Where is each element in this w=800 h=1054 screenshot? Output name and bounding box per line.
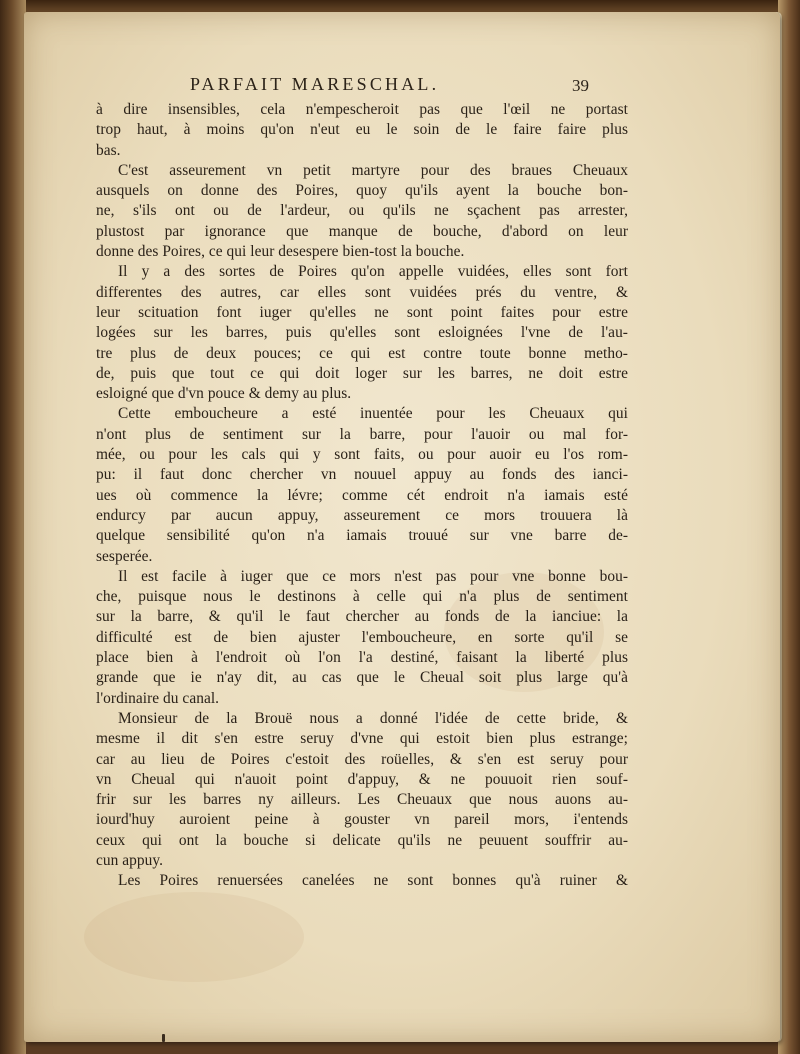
text-line: sesperée.	[96, 547, 153, 565]
running-header	[24, 74, 780, 102]
text-line: car au lieu de Poires c'estoit des roüelles, & s'en est seruy pour	[96, 750, 628, 768]
text-line: vn Cheual qui n'auoit point d'appuy, & ne pouuoit rien souf-	[96, 770, 628, 788]
text-line: n'ont plus de sentiment sur la barre, pour l'auoir ou mal for-	[96, 425, 628, 443]
text-line: Il y a des sortes de Poires qu'on appelle vuidées, elles sont fort	[118, 263, 628, 281]
text-line: grande que ie n'ay dit, au cas que le Cheual soit plus large qu'à	[96, 669, 628, 687]
text-line: plustost par ignorance que manque de bouche, d'abord on leur	[96, 222, 628, 240]
text-line: à dire insensibles, cela n'empescheroit pas que l'œil ne portast	[96, 101, 628, 118]
text-line: mesme il dit s'en estre seruy d'vne qui estoit bien plus estrange;	[96, 730, 628, 748]
text-line: cun appuy.	[96, 851, 164, 869]
page-number: 39	[572, 76, 589, 95]
text-line: sur la barre, & qu'il le faut chercher au fonds de la ianciue: la	[96, 608, 628, 626]
text-line: de, puis que tout ce qui doit loger sur les barres, ne doit estre	[96, 364, 628, 382]
book-binding-left	[0, 0, 26, 1054]
text-line: trop haut, à moins qu'on n'eut eu le soin de le faire faire plus	[96, 121, 628, 139]
text-line: logées sur les barres, puis qu'elles sont esloignées l'vne de l'au-	[96, 324, 628, 342]
text-line: ceux qui ont la bouche si delicate qu'ils ne peuuent souffrir au-	[96, 831, 628, 849]
text-line: leur scituation font iuger qu'elles ne sont point faites pour estre	[96, 303, 628, 321]
text-line: che, puisque nous le destinons à celle qui n'a plus de sentiment	[96, 588, 628, 606]
text-line: Monsieur de la Brouë nous a donné l'idée de cette bride, &	[118, 709, 628, 727]
text-line: esloigné que d'vn pouce & demy au plus.	[96, 385, 352, 403]
text-line: endurcy par aucun appuy, asseurement ce mors trouuera là	[96, 506, 628, 524]
signature-mark	[162, 1034, 165, 1042]
text-line: pu: il faut donc chercher vn nouuel appuy au fonds des ianci-	[96, 466, 628, 484]
text-line: frir sur les barres ny ailleurs. Les Cheuaux que nous auons au-	[96, 791, 628, 809]
text-line: iourd'huy auroient peine à gouster vn pareil mors, i'entends	[96, 811, 628, 829]
text-line: ues où commence la lévre; comme cét endroit n'a iamais esté	[96, 486, 628, 504]
text-line: Il est facile à iuger que ce mors n'est pas pour vne bonne bou-	[118, 567, 628, 585]
text-line: C'est asseurement vn petit martyre pour des braues Cheuaux	[118, 161, 628, 179]
running-title: PARFAIT MARESCHAL.	[190, 74, 440, 94]
book-page	[24, 12, 780, 1042]
text-line: mée, ou pour les cals qui y sont faits, ou pour auoir eu l'os rom-	[96, 446, 628, 464]
text-line: ausquels on donne des Poires, quoy qu'ils ayent la bouche bon-	[96, 182, 628, 200]
paper-stain	[84, 892, 304, 982]
text-line: difficulté est de bien ajuster l'embouchеure, en sorte qu'il se	[96, 628, 628, 646]
text-line: bas.	[96, 141, 121, 159]
text-line: Cette embouchеure a esté inuentée pour les Cheuaux qui	[118, 405, 628, 423]
text-line: l'ordinaire du canal.	[96, 689, 220, 707]
text-line: Les Poires renuersées canelées ne sont bonnes qu'à ruiner &	[118, 872, 628, 890]
text-line: quelque sensibilité qu'on n'a iamais trouué sur vne barre de-	[96, 527, 628, 545]
body-text	[96, 100, 628, 892]
text-line: differentes des autres, car elles sont vuidées prés du ventre, &	[96, 283, 628, 301]
text-line: place bien à l'endroit où l'on l'a destiné, faisant la liberté plus	[96, 649, 628, 667]
text-line: donne des Poires, ce qui leur desespere bien-tost la bouche.	[96, 243, 465, 261]
text-line: tre plus de deux pouces; ce qui est contre toute bonne metho-	[96, 344, 628, 362]
text-line: ne, s'ils ont ou de l'ardeur, ou qu'ils ne sçachent pas arrester,	[96, 202, 628, 220]
